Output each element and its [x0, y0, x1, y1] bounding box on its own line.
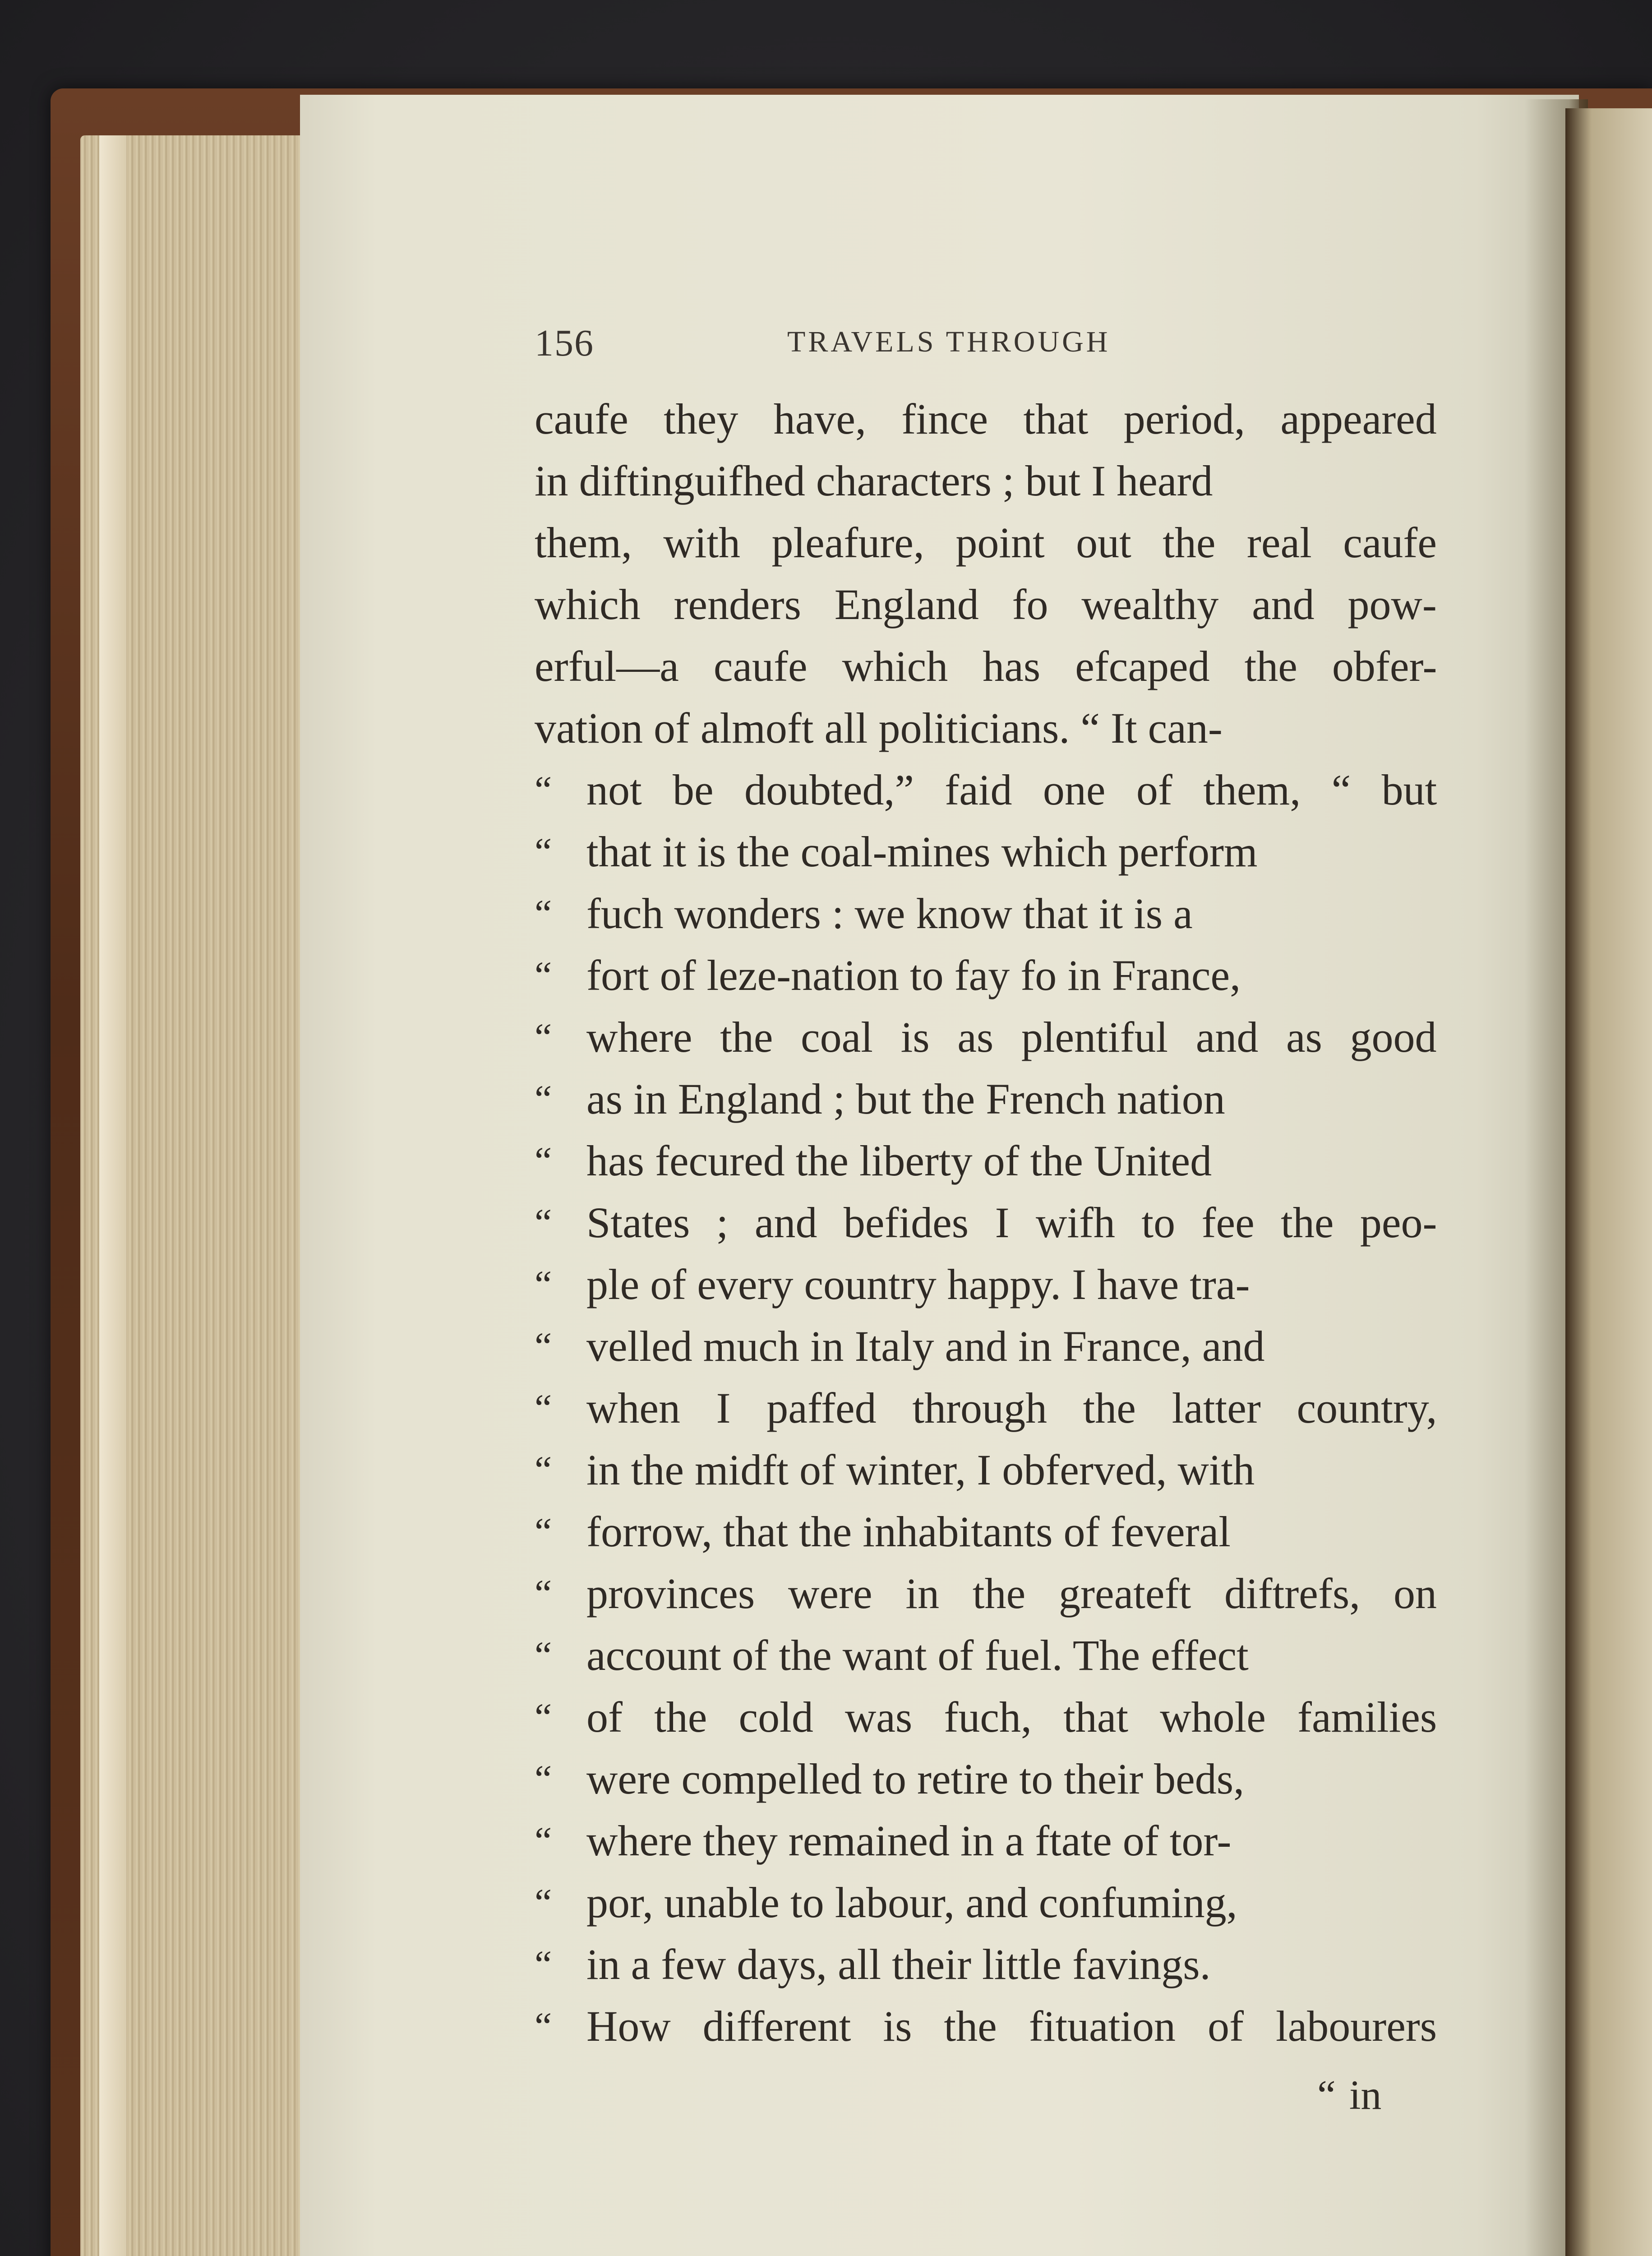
line-text: where the coal is as plentiful and as good [586, 1013, 1437, 1061]
line-text: not be doubted,” faid one of them, “ but [586, 766, 1437, 814]
text-line [535, 1130, 1437, 1192]
text-line [535, 1872, 1437, 1933]
quote-mark: “ [535, 1386, 552, 1429]
line-text: as in England ; but the French nation [586, 1075, 1225, 1123]
text-line [535, 883, 1437, 944]
quote-mark: “ [535, 953, 552, 997]
line-text: in diftinguifhed characters ; but I heard [535, 457, 1213, 505]
line-text: which renders England fo wealthy and pow- [535, 580, 1437, 629]
text-line [535, 635, 1437, 697]
text-line [535, 388, 1437, 450]
line-text: that it is the coal-mines which perform [586, 828, 1258, 876]
catchword-quote: “ [1317, 2072, 1336, 2118]
line-text: velled much in Italy and in France, and [586, 1322, 1265, 1370]
text-line [535, 821, 1437, 883]
page-block-highlight [99, 135, 126, 2256]
text-line [535, 450, 1437, 512]
line-text: caufe they have, fince that period, appeared [535, 395, 1437, 443]
text-line [535, 1315, 1437, 1377]
line-text: vation of almoft all politicians. “ It can- [535, 704, 1223, 752]
quote-mark: “ [535, 1510, 552, 1553]
catchword-text: in [1349, 2072, 1382, 2118]
quote-mark: “ [535, 1077, 552, 1120]
line-text: How different is the fituation of labourers [586, 2002, 1437, 2050]
line-text: ple of every country happy. I have tra- [586, 1260, 1250, 1308]
quote-mark: “ [535, 1015, 552, 1059]
text-line [535, 1748, 1437, 1810]
text-line [535, 1933, 1437, 1995]
quote-mark: “ [535, 1819, 552, 1862]
line-text: States ; and befides I wifh to fee the peo- [586, 1198, 1437, 1247]
quote-mark: “ [535, 768, 552, 811]
text-line [535, 1563, 1437, 1624]
running-title: TRAVELS THROUGH [787, 325, 1111, 358]
line-text: in a few days, all their little favings. [586, 1940, 1211, 1988]
page-number: 156 [535, 322, 594, 364]
quote-mark: “ [535, 1324, 552, 1368]
quote-mark: “ [535, 1695, 552, 1738]
quote-mark: “ [535, 892, 552, 935]
quote-mark: “ [535, 1633, 552, 1677]
quote-mark: “ [535, 1262, 552, 1306]
text-line [535, 697, 1437, 759]
text-line [535, 1253, 1437, 1315]
text-line [535, 1439, 1437, 1501]
line-text: where they remained in a ftate of tor- [586, 1817, 1232, 1865]
text-line [535, 1810, 1437, 1872]
line-text: them, with pleafure, point out the real caufe [535, 518, 1437, 567]
quote-mark: “ [535, 1942, 552, 1986]
line-text: provinces were in the greateft diftrefs, on [586, 1569, 1437, 1618]
text-line [535, 1501, 1437, 1563]
line-text: in the midft of winter, I obferved, with [586, 1446, 1255, 1494]
facing-page-edge [1565, 108, 1652, 2256]
text-line [535, 1006, 1437, 1068]
line-text: por, unable to labour, and confuming, [586, 1878, 1237, 1927]
quote-mark: “ [535, 1757, 552, 1800]
body-text [535, 388, 1437, 2057]
text-line [535, 1686, 1437, 1748]
line-text: account of the want of fuel. The effect [586, 1631, 1249, 1679]
line-text: were compelled to retire to their beds, [586, 1755, 1245, 1803]
quote-mark: “ [535, 1448, 552, 1491]
text-line [535, 1377, 1437, 1439]
text-line [535, 759, 1437, 821]
quote-mark: “ [535, 1572, 552, 1615]
text-line [535, 512, 1437, 573]
line-text: fuch wonders : we know that it is a [586, 889, 1193, 938]
text-line [535, 944, 1437, 1006]
line-text: fort of leze-nation to fay fo in France, [586, 951, 1241, 999]
line-text: forrow, that the inhabitants of feveral [586, 1507, 1231, 1556]
line-text: erful—a caufe which has efcaped the obfer- [535, 642, 1437, 690]
text-line [535, 1068, 1437, 1130]
quote-mark: “ [535, 830, 552, 873]
quote-mark: “ [535, 2004, 552, 2048]
line-text: of the cold was fuch, that whole families [586, 1693, 1437, 1741]
text-line [535, 573, 1437, 635]
line-text: when I paffed through the latter country, [586, 1384, 1437, 1432]
quote-mark: “ [535, 1881, 552, 1924]
running-head [535, 321, 1437, 371]
quote-mark: “ [535, 1139, 552, 1182]
catchword [1317, 2071, 1381, 2119]
line-text: has fecured the liberty of the United [586, 1137, 1212, 1185]
text-line [535, 1192, 1437, 1253]
text-line [535, 1995, 1437, 2057]
text-line [535, 1624, 1437, 1686]
quote-mark: “ [535, 1201, 552, 1244]
